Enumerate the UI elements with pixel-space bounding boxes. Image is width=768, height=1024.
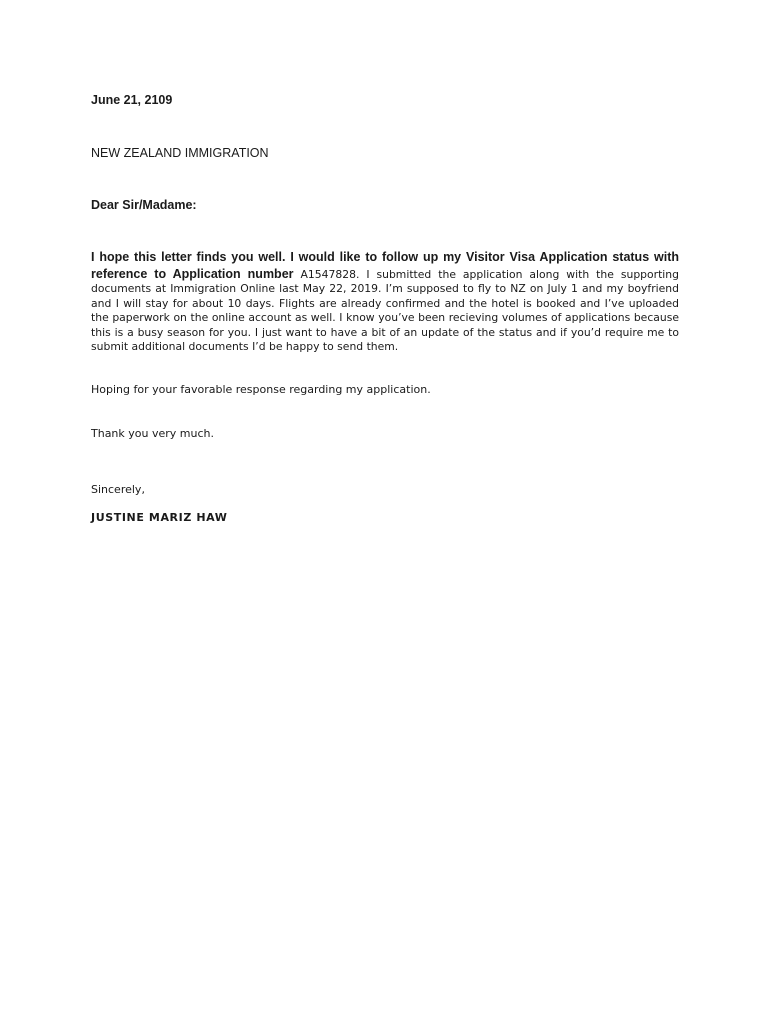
letter-date: June 21, 2109 [91,93,173,107]
letter-closing-line-1: Hoping for your favorable response regarding my application. [91,383,431,396]
letter-closing-line-2: Thank you very much. [91,427,214,440]
letter-salutation: Dear Sir/Madame: [91,198,197,212]
letter-signature-name: JUSTINE MARIZ HAW [91,511,228,524]
letter-signoff: Sincerely, [91,483,145,496]
letter-body-paragraph [91,249,679,355]
letter-recipient: NEW ZEALAND IMMIGRATION [91,146,269,160]
letter-body-lead: I hope this letter finds you well. I would like to follow up my Visitor Visa Application status with reference to Application number [91,250,679,281]
letter-body-rest: A1547828. I submitted the application along with the supporting documents at Immigration Online last May 22, 2019. I’m supposed to fly to NZ on July 1 and my boyfriend and I will stay for about 10 days. Flights are already confirmed and the hotel is booked and I’ve uploaded the paperwork on the online account as well. I know you’ve been recieving volumes of applications because this is a busy season for you. I just want to have a bit of an update of the status and if you’d require me to submit additional documents I’d be happy to send them. [91,267,679,353]
